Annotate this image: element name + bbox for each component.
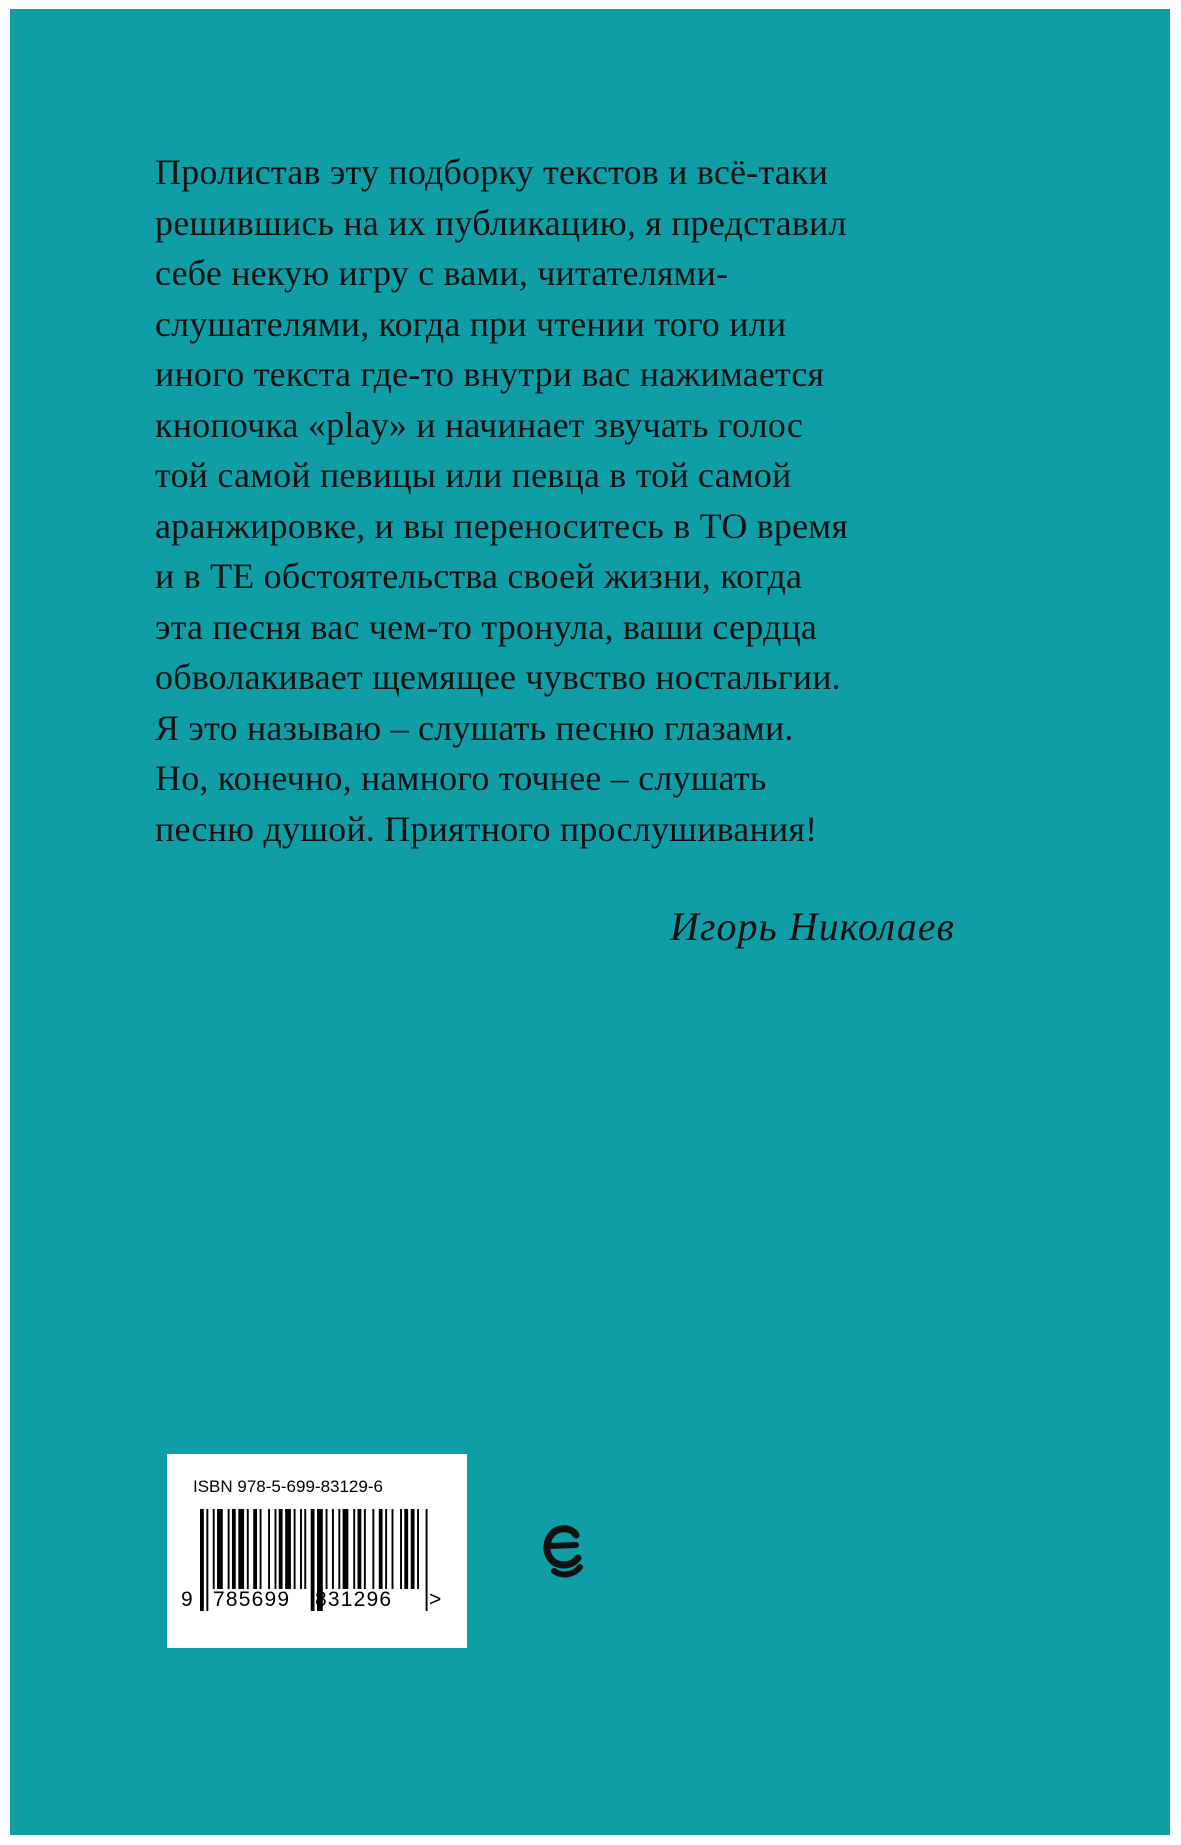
barcode-bar [392, 1509, 394, 1589]
barcode-quiet-zone-marker: > [429, 1588, 442, 1611]
blurb-line: Но, конечно, намного точнее – слушать [155, 758, 767, 798]
blurb-line: эта песня вас чем-то тронула, ваши сердца [155, 606, 818, 647]
blurb-line: обволакивает щемящее чувство ностальгии. [155, 657, 841, 697]
barcode-bar [275, 1509, 277, 1589]
barcode-bar [285, 1509, 291, 1589]
barcode-bar [253, 1509, 257, 1589]
blurb-line: песню душой. Приятного прослушивания! [155, 808, 818, 849]
barcode-bar [404, 1509, 408, 1589]
barcode-bar [343, 1509, 349, 1589]
blurb-line: решившись на их публикацию, я представил [155, 202, 847, 243]
barcode-bar [300, 1509, 302, 1589]
eksmo-logo-icon [540, 1521, 590, 1581]
barcode-bar [358, 1509, 362, 1589]
barcode-bar [372, 1509, 374, 1589]
barcode-bar [279, 1509, 283, 1589]
blurb-line: Пролистав эту подборку текстов и всё-таки [155, 152, 829, 192]
barcode-bar [247, 1509, 249, 1589]
barcode-bar [228, 1509, 230, 1589]
barcode-bar [294, 1509, 296, 1589]
blurb-line: аранжировке, и вы переноситесь в ТО время [155, 505, 849, 546]
barcode-bar [417, 1509, 419, 1589]
barcode-bar [353, 1509, 355, 1589]
barcode-bar [238, 1509, 244, 1589]
barcode-bar [311, 1509, 315, 1611]
isbn-barcode [167, 1454, 467, 1648]
barcode-bar [206, 1509, 208, 1611]
blurb-line: иного текста где-то внутри вас нажимается [155, 354, 825, 394]
blurb-line: кнопочка «play» и начинает звучать голос [155, 404, 804, 445]
barcode-bar [400, 1509, 402, 1589]
barcode-bar [304, 1509, 306, 1589]
barcode-bar [332, 1509, 334, 1589]
barcode-bar [326, 1509, 328, 1589]
barcode-digit-first: 9 [181, 1588, 193, 1611]
barcode-bar [379, 1509, 383, 1589]
blurb-line: и в ТЕ обстоятельства своей жизни, когда [155, 556, 803, 596]
book-back-cover [10, 9, 1170, 1835]
author-signature: Игорь Николаев [670, 904, 955, 949]
barcode-bar [411, 1509, 415, 1589]
barcode-bar [426, 1509, 428, 1611]
barcode-bar [338, 1509, 340, 1589]
barcode-bar [364, 1509, 366, 1589]
blurb-text [155, 147, 1055, 854]
isbn-label: ISBN 978-5-699-83129-6 [193, 1477, 383, 1496]
blurb-line: себе некую игру с вами, читателями- [155, 253, 729, 293]
blurb-line: слушателями, когда при чтении того или [155, 303, 787, 344]
barcode-bar [200, 1509, 204, 1611]
barcode-bar [213, 1509, 215, 1589]
barcode-bar [232, 1509, 236, 1589]
barcode-bar [260, 1509, 262, 1589]
barcode-bar [268, 1509, 270, 1589]
blurb-line: той самой певицы или певца в той самой [155, 455, 792, 495]
barcode-bar [217, 1509, 223, 1589]
barcode-bar [385, 1509, 387, 1589]
barcode-digits-left: 785699 [213, 1588, 291, 1611]
barcode-digits-right: 831296 [315, 1588, 393, 1611]
blurb-line: Я это называю – слушать песню глазами. [155, 707, 794, 748]
